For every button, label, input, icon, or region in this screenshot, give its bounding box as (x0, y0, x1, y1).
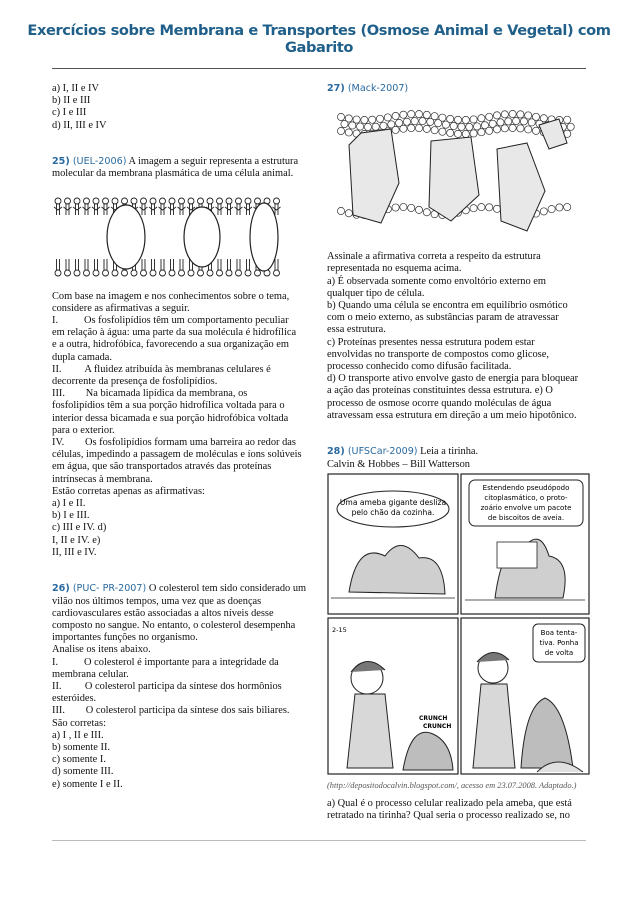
lipid-bead (357, 123, 364, 130)
phospholipid-head (169, 198, 175, 204)
phospholipid-head (65, 198, 71, 204)
phospholipid-head (55, 198, 61, 204)
lipid-bead (408, 111, 415, 118)
lipid-bead (509, 111, 516, 118)
lipid-bead (462, 117, 469, 124)
lipid-bead (478, 204, 485, 211)
question-number: 26) (PUC- PR-2007) (52, 583, 147, 595)
phospholipid-tail (73, 204, 81, 215)
question-text: Leia a tirinha. (417, 446, 479, 458)
left-column (52, 83, 310, 791)
phospholipid-tail (275, 259, 278, 270)
lipid-bead (345, 129, 352, 136)
speech-bubble-2-line: de biscoitos de aveia. (487, 513, 565, 522)
question-body: Assinale a afirmativa correta a respeito da estrutura representada no esquema acima. a) É observada somente como envoltório externo em qualquer tipo de célula. b) Quando uma célula se encontra em equilíbrio osmótico com o meio externo, as substâncias param de atravessar essa estrutura. c) Proteínas presentes nessa estrutura podem estar envolvidas no transporte de compostos como glicose, processo conhecido como difusão facilitada. d) O transporte ativo envolve gasto de energia para bloquear a ação das proteínas constituintes dessa estrutura. e) O processo de osmose ocorre quando moléculas de água atravessam essa estrutura em direção a um meio hipotônico. (327, 251, 579, 421)
lipid-bead (408, 125, 415, 132)
option-line: c) I e III (52, 107, 87, 119)
phospholipid-head (65, 270, 71, 276)
sound-effect: CRUNCH (423, 722, 452, 730)
phospholipid-head (141, 198, 147, 204)
option-line: b) II e III (52, 95, 91, 107)
phospholipid-tail (57, 259, 60, 270)
phospholipid-head (236, 198, 242, 204)
lipid-bead (564, 204, 571, 211)
phospholipid-head (160, 198, 166, 204)
question-body: a) Qual é o processo celular realizado pela ameba, que está retratado na tirinha? Qual seria o processo realizado se, no (327, 798, 572, 822)
phospholipid-tail (216, 204, 224, 215)
phospholipid-tail (104, 259, 107, 270)
question-26 (52, 583, 310, 790)
phospholipid-head (274, 198, 280, 204)
lipid-bead (450, 123, 457, 130)
comic-date: 2-15 (332, 625, 347, 634)
lipid-bead (466, 124, 473, 131)
phospholipid-tail (142, 259, 145, 270)
phospholipid-head (84, 198, 90, 204)
lipid-bead (556, 204, 563, 211)
option-line: a) I, II e IV (52, 83, 100, 94)
comic-strip (327, 472, 590, 777)
phospholipid-head (160, 270, 166, 276)
speech-bubble-2-line: citoplasmático, o proto- (484, 493, 568, 502)
lipid-bead (408, 205, 415, 212)
speech-bubble-1-line: pelo chão da cozinha. (351, 507, 435, 517)
phospholipid-head (207, 198, 213, 204)
phospholipid-head (217, 198, 223, 204)
phospholipid-tail (95, 259, 98, 270)
phospholipid-tail (83, 204, 91, 215)
lipid-bead (411, 118, 418, 125)
lipid-bead (532, 127, 539, 134)
phospholipid-tail (54, 204, 62, 215)
phospholipid-head (245, 198, 251, 204)
fluid-mosaic-figure (331, 103, 576, 243)
lipid-bead (439, 128, 446, 135)
lipid-bead (427, 118, 434, 125)
phospholipid-head (74, 270, 80, 276)
question-number: 28) (UFSCar-2009) (327, 446, 418, 458)
phospholipid-tail (149, 204, 157, 215)
phospholipid-tail (85, 259, 88, 270)
question-text: molecular da membrana plasmática de uma célula animal. (52, 168, 294, 180)
lipid-bead (415, 206, 422, 213)
phospholipid-head (236, 270, 242, 276)
question-body: vilão nos últimos tempos, uma vez que as doenças cardiovasculares estão associadas a altos níveis desse composto no sangue. No entanto, o colesterol desempenha importantes funções no organismo. Analise os itens abaixo. I. O colesterol é importante para a integridade da membrana celular. II. O colesterol participa da síntese dos hormônios esteróides. III. O colesterol participa da síntese dos sais biliares. São corretas: a) I , II e III. b) somente II. c) somente I. d) somente III. e) somente I e II. (52, 595, 296, 790)
phospholipid-head (255, 270, 261, 276)
phospholipid-tail (161, 259, 164, 270)
prev-question-options (52, 83, 310, 132)
lipid-bead (369, 116, 376, 123)
lipid-bead (403, 118, 410, 125)
question-25 (52, 156, 310, 559)
lipid-bead (462, 131, 469, 138)
phospholipid-head (150, 198, 156, 204)
page-title: Exercícios sobre Membrana e Transportes (Osmose Animal e Vegetal) com Gabarito (27, 22, 611, 56)
lipid-bead (392, 113, 399, 120)
lipid-bead (337, 128, 344, 135)
lipid-bead (364, 124, 371, 131)
lipid-bead (337, 208, 344, 215)
right-column (327, 83, 590, 822)
lipid-bead (376, 115, 383, 122)
phospholipid-tail (235, 204, 243, 215)
lipid-bead (470, 205, 477, 212)
phospholipid-tail (102, 204, 110, 215)
phospholipid-head (179, 270, 185, 276)
phospholipid-head (150, 270, 156, 276)
lipid-bead (435, 120, 442, 127)
lipid-bead (528, 119, 535, 126)
lipid-bead (548, 206, 555, 213)
phospholipid-head (255, 198, 261, 204)
lipid-bead (501, 111, 508, 118)
lipid-bead (517, 111, 524, 118)
lipid-bead (419, 118, 426, 125)
phospholipid-head (226, 270, 232, 276)
lipid-bead (567, 123, 574, 130)
speech-bubble-3-line: tiva. Ponha (539, 638, 579, 647)
phospholipid-tail (64, 204, 72, 215)
phospholipid-head (122, 270, 128, 276)
phospholipid-tail (178, 204, 186, 215)
speech-bubble-2-line: Estendendo pseudópodo (482, 483, 570, 492)
footer-divider (52, 840, 586, 841)
comic-source: (http://depositodocalvin.blogspot.com/, acesso em 23.07.2008. Adaptado.) (327, 780, 577, 790)
lipid-bead (509, 125, 516, 132)
lipid-bead (478, 129, 485, 136)
lipid-bead (345, 210, 352, 217)
lipid-bead (423, 125, 430, 132)
phospholipid-head (217, 270, 223, 276)
phospholipid-tail (92, 204, 100, 215)
phospholipid-head (131, 270, 137, 276)
lipid-bead (525, 126, 532, 133)
question-number: 27) (Mack-2007) (327, 83, 409, 94)
phospholipid-head (198, 198, 204, 204)
lipid-bead (447, 130, 454, 137)
lipid-bead (505, 118, 512, 125)
phospholipid-head (103, 270, 109, 276)
phospholipid-head (93, 198, 99, 204)
lipid-bead (454, 116, 461, 123)
phospholipid-head (169, 270, 175, 276)
lipid-bead (337, 114, 344, 121)
lipid-bead (361, 117, 368, 124)
membrane-figure (52, 193, 282, 281)
phospholipid-head (55, 270, 61, 276)
phospholipid-head (198, 270, 204, 276)
speech-bubble-2-line: zoário envolve um pacote (480, 503, 572, 512)
lipid-bead (392, 127, 399, 134)
phospholipid-tail (168, 204, 176, 215)
lipid-bead (400, 111, 407, 118)
phospholipid-head (112, 198, 118, 204)
option-line: d) II, III e IV (52, 119, 107, 131)
phospholipid-head (93, 270, 99, 276)
lipid-bead (493, 112, 500, 119)
lipid-bead (423, 111, 430, 118)
phospholipid-tail (237, 259, 240, 270)
lipid-bead (384, 114, 391, 121)
lipid-bead (486, 204, 493, 211)
phospholipid-head (84, 270, 90, 276)
phospholipid-head (245, 270, 251, 276)
comic-credit: Calvin & Hobbes – Bill Watterson (327, 458, 470, 470)
phospholipid-head (112, 270, 118, 276)
phospholipid-tail (140, 204, 148, 215)
phospholipid-head (141, 270, 147, 276)
lipid-bead (454, 130, 461, 137)
lipid-bead (470, 116, 477, 123)
lipid-bead (478, 115, 485, 122)
phospholipid-tail (244, 204, 252, 215)
phospholipid-head (179, 198, 185, 204)
phospholipid-head (122, 198, 128, 204)
phospholipid-tail (228, 259, 231, 270)
lipid-bead (493, 126, 500, 133)
lipid-bead (493, 205, 500, 212)
lipid-bead (400, 125, 407, 132)
lipid-bead (520, 118, 527, 125)
phospholipid-tail (159, 204, 167, 215)
lipid-bead (540, 208, 547, 215)
phospholipid-tail (152, 259, 155, 270)
lipid-bead (341, 121, 348, 128)
lipid-bead (423, 209, 430, 216)
phospholipid-head (226, 198, 232, 204)
lipid-bead (458, 123, 465, 130)
question-27 (327, 83, 590, 422)
speech-bubble-3-line: Boa tenta- (540, 628, 578, 637)
phospholipid-tail (247, 259, 250, 270)
phospholipid-head (131, 198, 137, 204)
phospholipid-head (274, 270, 280, 276)
lipid-bead (517, 125, 524, 132)
header-divider (52, 68, 586, 69)
lipid-bead (372, 123, 379, 130)
question-body: Com base na imagem e nos conhecimentos sobre o tema, considere as afirmativas a seguir. I. Os fosfolipídios têm um comportamento peculiar em relação à água: uma parte da sua molécula é hidrofílica e a outra, hidrofóbica, favorecendo a sua organização em dupla camada. II. A fluidez atribuída às membranas celulares é decorrente da presença de fosfolipídios. III. Na bicamada lipídica da membrana, os fosfolipídios têm a sua porção hidrofílica voltada para o interior dessa bicamada e sua porção hidrofóbica voltada para o exterior. IV. Os fosfolipídios formam uma barreira ao redor das células, impedindo a passagem de moléculas e íons solúveis em água, que são transportados através das proteínas intrínsecas à membrana. Estão corretas apenas as afirmativas: a) I e II. b) I e III. c) III e IV. d) I, II e IV. e) II, III e IV. (52, 290, 302, 558)
lipid-bead (486, 113, 493, 120)
phospholipid-tail (180, 259, 183, 270)
lipid-bead (400, 204, 407, 211)
phospholipid-tail (225, 204, 233, 215)
question-28 (327, 446, 590, 822)
lipid-bead (564, 116, 571, 123)
lipid-bead (415, 111, 422, 118)
lipid-bead (513, 118, 520, 125)
phospholipid-tail (171, 259, 174, 270)
phospholipid-tail (76, 259, 79, 270)
question-number: 25) (UEL-2006) (52, 156, 127, 168)
phospholipid-head (188, 270, 194, 276)
speech-bubble-1-line: Uma ameba gigante desliza (339, 497, 447, 507)
lipid-bead (349, 122, 356, 129)
question-text: A imagem a seguir representa a estrutura (126, 156, 299, 168)
phospholipid-head (188, 198, 194, 204)
phospholipid-head (74, 198, 80, 204)
lipid-bead (442, 121, 449, 128)
lipid-bead (431, 127, 438, 134)
phospholipid-tail (66, 259, 69, 270)
lipid-bead (470, 130, 477, 137)
question-text: O colesterol tem sido considerado um (146, 583, 307, 595)
lipid-bead (415, 125, 422, 132)
lipid-bead (486, 127, 493, 134)
phospholipid-head (207, 270, 213, 276)
sound-effect: CRUNCH (419, 714, 448, 722)
phospholipid-tail (218, 259, 221, 270)
lipid-bead (501, 125, 508, 132)
lipid-bead (392, 204, 399, 211)
speech-bubble-3-line: de volta (544, 648, 574, 657)
phospholipid-head (103, 198, 109, 204)
